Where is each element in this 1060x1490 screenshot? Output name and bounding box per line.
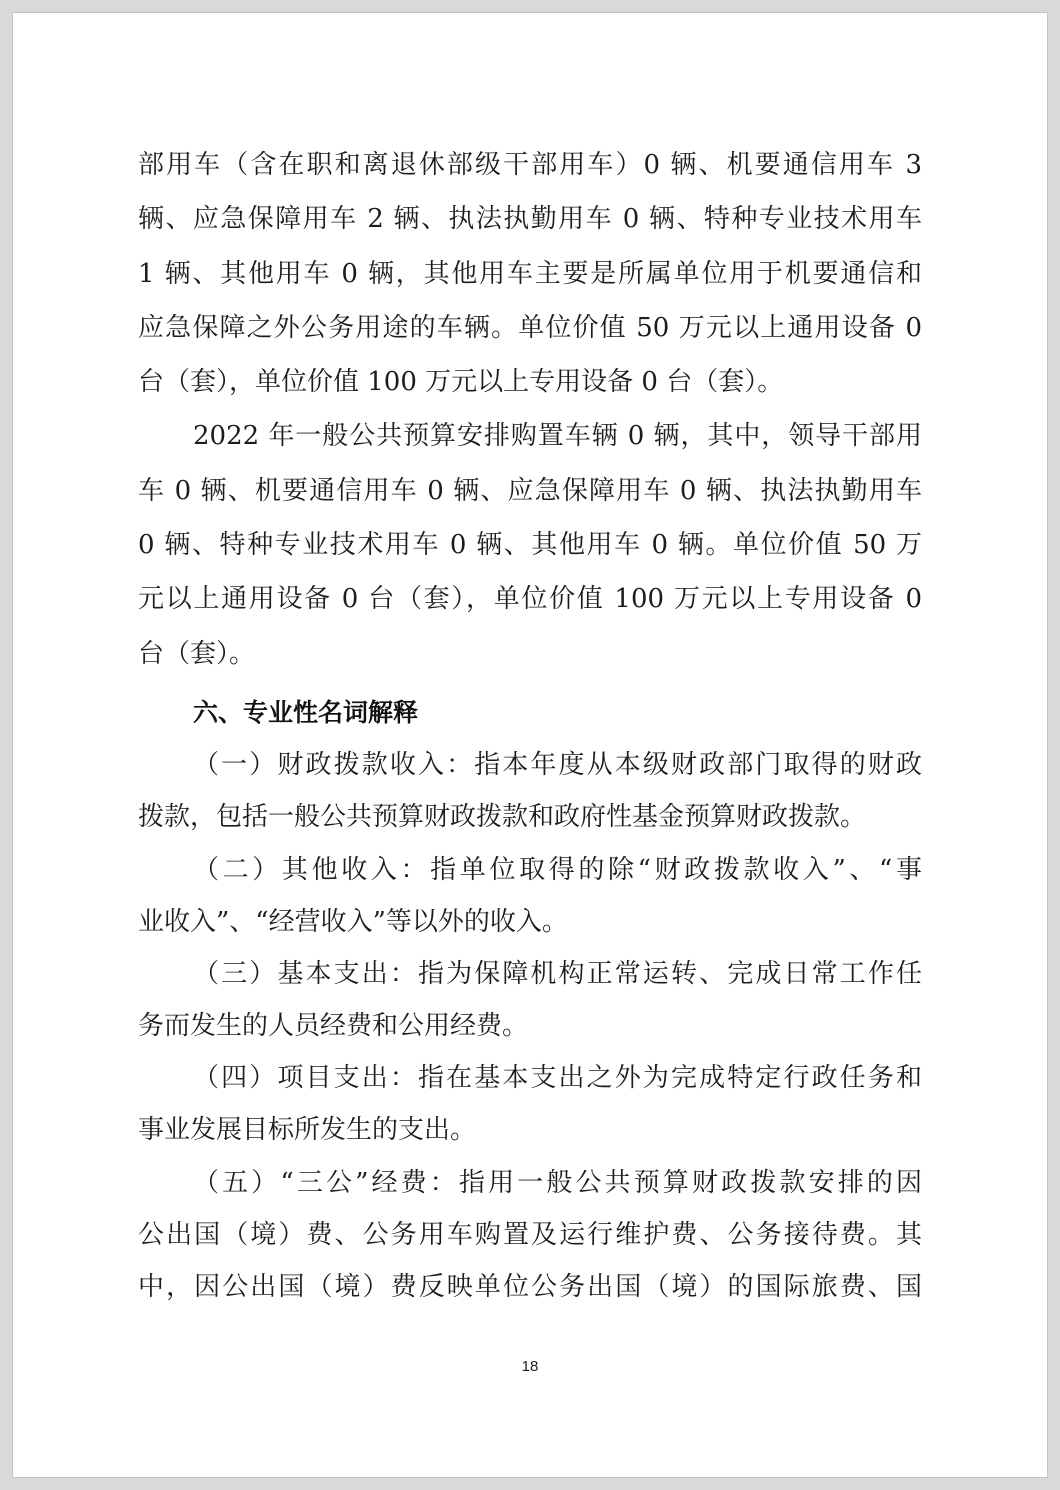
definition-item (138, 1157, 922, 1314)
text-line: 台（套），单位价值 100 万元以上专用设备 0 台（套）。 (138, 367, 784, 398)
text-line: 2022 年一般公共预算安排购置车辆 0 辆，其中，领导干部用 (193, 421, 922, 452)
vehicle-section (138, 138, 922, 681)
text-line: 中，因公出国（境）费反映单位公务出国（境）的国际旅费、国 (138, 1272, 922, 1303)
text-line: 1 辆、其他用车 0 辆，其他用车主要是所属单位用于机要通信和 (138, 258, 922, 289)
paragraph-vehicles-continued (138, 138, 922, 409)
text-line: （一）财政拨款收入：指本年度从本级财政部门取得的财政 (193, 750, 922, 781)
text-line: 拨款，包括一般公共预算财政拨款和政府性基金预算财政拨款。 (138, 802, 867, 833)
section-heading: 六、专业性名词解释 (193, 697, 419, 727)
text-line: 事业发展目标所发生的支出。 (138, 1115, 477, 1146)
definition-item (138, 844, 922, 948)
paragraph-2022-purchases (138, 409, 922, 680)
text-line: 业收入”、“经营收入”等以外的收入。 (138, 906, 568, 937)
text-line: 0 辆、特种专业技术用车 0 辆、其他用车 0 辆。单位价值 50 万 (138, 530, 922, 561)
page-body (138, 138, 922, 1313)
text-line: 公出国（境）费、公务用车购置及运行维护费、公务接待费。其 (138, 1219, 922, 1250)
definitions-section (138, 739, 922, 1313)
text-line: 台（套）。 (138, 638, 256, 669)
text-line: （五）“三公”经费：指用一般公共预算财政拨款安排的因 (193, 1167, 922, 1198)
text-line: 辆、应急保障用车 2 辆、执法执勤用车 0 辆、特种专业技术用车 (138, 204, 922, 235)
text-line: （四）项目支出：指在基本支出之外为完成特定行政任务和 (193, 1063, 922, 1094)
text-line: 车 0 辆、机要通信用车 0 辆、应急保障用车 0 辆、执法执勤用车 (138, 475, 922, 506)
definition-item (138, 948, 922, 1052)
text-line: （二）其他收入：指单位取得的除“财政拨款收入”、“事 (193, 854, 922, 885)
text-line: 元以上通用设备 0 台（套），单位价值 100 万元以上专用设备 0 (138, 584, 922, 615)
definition-item (138, 1052, 922, 1156)
text-line: 应急保障之外公务用途的车辆。单位价值 50 万元以上通用设备 0 (138, 312, 922, 343)
page-number: 18 (521, 1358, 539, 1375)
text-line: 务而发生的人员经费和公用经费。 (138, 1011, 529, 1042)
text-line: 部用车（含在职和离退休部级干部用车）0 辆、机要通信用车 3 (138, 150, 922, 180)
text-line: （三）基本支出：指为保障机构正常运转、完成日常工作任 (193, 958, 922, 989)
definition-item (138, 739, 922, 843)
